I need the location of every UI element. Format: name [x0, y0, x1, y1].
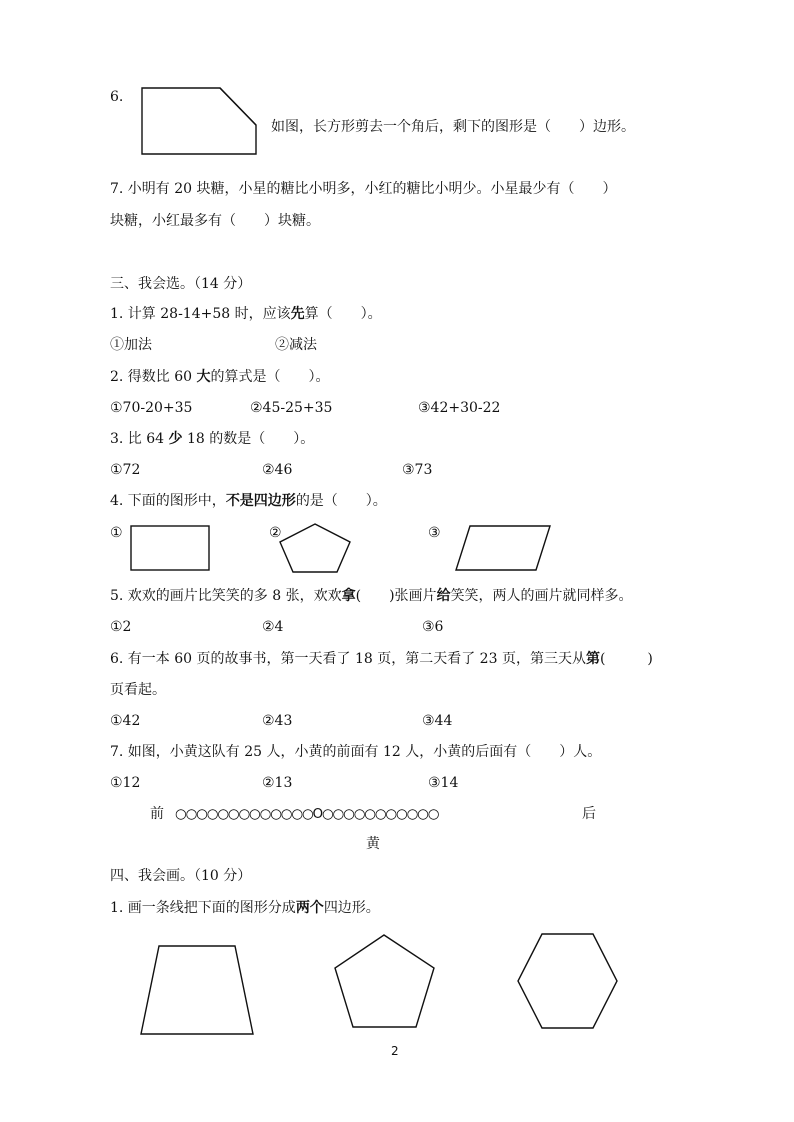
s3-q3-post: 18 的数是（ ）。: [182, 431, 315, 447]
s3-q7-text: 7. 如图，小黄这队有 25 人，小黄的前面有 12 人，小黄的后面有（ ）人。: [110, 744, 602, 760]
question-6-text: 如图，长方形剪去一个角后，剩下的图形是（ ）边形。: [271, 119, 635, 135]
s3-q5-opt3: ③6: [422, 619, 444, 635]
queue-back-label: 后: [582, 806, 596, 822]
s3-q2: [110, 368, 330, 386]
s3-q1-opt2: ②减法: [275, 337, 317, 353]
rectangle-figure: [131, 526, 211, 572]
s3-q4-post: 的是（ ）。: [295, 493, 387, 509]
s3-q3-opt2: ②46: [262, 462, 293, 478]
queue-front-label: 前: [150, 806, 164, 822]
question-6-number: 6.: [110, 89, 124, 105]
page-number: 2: [391, 1044, 399, 1058]
s3-q2-bold: 大: [196, 369, 211, 385]
question-7-line1: 7. 小明有 20 块糖，小星的糖比小明多，小红的糖比小明少。小星最少有（ ）: [110, 181, 617, 197]
s3-q7-opt1: ①12: [110, 775, 141, 791]
s3-q6-opt1: ①42: [110, 713, 141, 729]
large-pentagon-figure: [334, 935, 436, 1029]
s3-q6-pre: 6. 有一本 60 页的故事书，第一天看了 18 页，第二天看了 23 页，第三天从: [110, 651, 586, 667]
question-7-line2: 块糖，小红最多有（ ）块糖。: [110, 213, 320, 229]
s3-q1-opt1: ①加法: [110, 337, 152, 353]
s3-q4-opt3: ③: [428, 525, 441, 541]
s3-q6-opt3: ③44: [422, 713, 453, 729]
s3-q6-post: ( ): [599, 651, 653, 667]
s3-q5-mid: ( )张画片: [355, 588, 437, 604]
s3-q4-opt2: ②: [269, 525, 282, 541]
queue-name-label: 黄: [366, 836, 380, 852]
s3-q3: [110, 430, 314, 448]
s3-q5: [110, 587, 633, 605]
s3-q5-bold2: 给: [436, 588, 451, 604]
pentagon-figure: [279, 524, 353, 574]
s4-q1-post: 四边形。: [323, 900, 380, 916]
s3-q4-pre: 4. 下面的图形中，: [110, 493, 226, 509]
s3-q7-opt2: ②13: [262, 775, 293, 791]
queue-circles: ○○○○○○○○○○○○○O○○○○○○○○○○○: [175, 806, 439, 822]
s3-q5-post: 笑笑，两人的画片就同样多。: [450, 588, 633, 604]
s3-q3-opt1: ①72: [110, 462, 141, 478]
s3-q5-opt1: ①2: [110, 619, 132, 635]
s3-q5-opt2: ②4: [262, 619, 284, 635]
s3-q2-pre: 2. 得数比 60: [110, 369, 197, 385]
s3-q3-pre: 3. 比 64: [110, 431, 169, 447]
s4-q1: [110, 899, 380, 917]
s3-q6-line2: 页看起。: [110, 682, 166, 698]
cut-rectangle-figure: [142, 88, 258, 156]
s3-q7-opt3: ③14: [428, 775, 459, 791]
trapezoid-figure: [141, 946, 255, 1036]
s3-q4: [110, 492, 387, 510]
s3-q5-bold1: 拿: [341, 588, 356, 604]
s3-q1-post: 算（ ）。: [304, 306, 382, 322]
s4-q1-bold: 两个: [295, 900, 324, 916]
s3-q4-bold: 不是四边形: [225, 493, 296, 509]
s3-q2-post: 的算式是（ ）。: [210, 369, 330, 385]
s3-q5-pre: 5. 欢欢的画片比笑笑的多 8 张，欢欢: [110, 588, 342, 604]
s3-q1: [110, 305, 382, 323]
s3-q6-opt2: ②43: [262, 713, 293, 729]
s4-q1-pre: 1. 画一条线把下面的图形分成: [110, 900, 296, 916]
s3-q1-bold: 先: [290, 306, 305, 322]
s3-q2-opt1: ①70-20+35: [110, 400, 193, 416]
s3-q6: [110, 650, 653, 668]
s3-q3-bold: 少: [168, 431, 183, 447]
s3-q4-opt1: ①: [110, 525, 123, 541]
s3-q3-opt3: ③73: [402, 462, 433, 478]
s3-q2-opt2: ②45-25+35: [250, 400, 333, 416]
s3-q6-bold: 第: [585, 651, 600, 667]
hexagon-figure: [517, 933, 619, 1031]
s3-q1-pre: 1. 计算 28-14+58 时，应该: [110, 306, 291, 322]
section-4-title: 四、我会画。（10 分）: [110, 868, 252, 884]
s3-q2-opt3: ③42+30-22: [418, 400, 501, 416]
section-3-title: 三、我会选。（14 分）: [110, 276, 252, 292]
parallelogram-figure: [456, 526, 552, 572]
